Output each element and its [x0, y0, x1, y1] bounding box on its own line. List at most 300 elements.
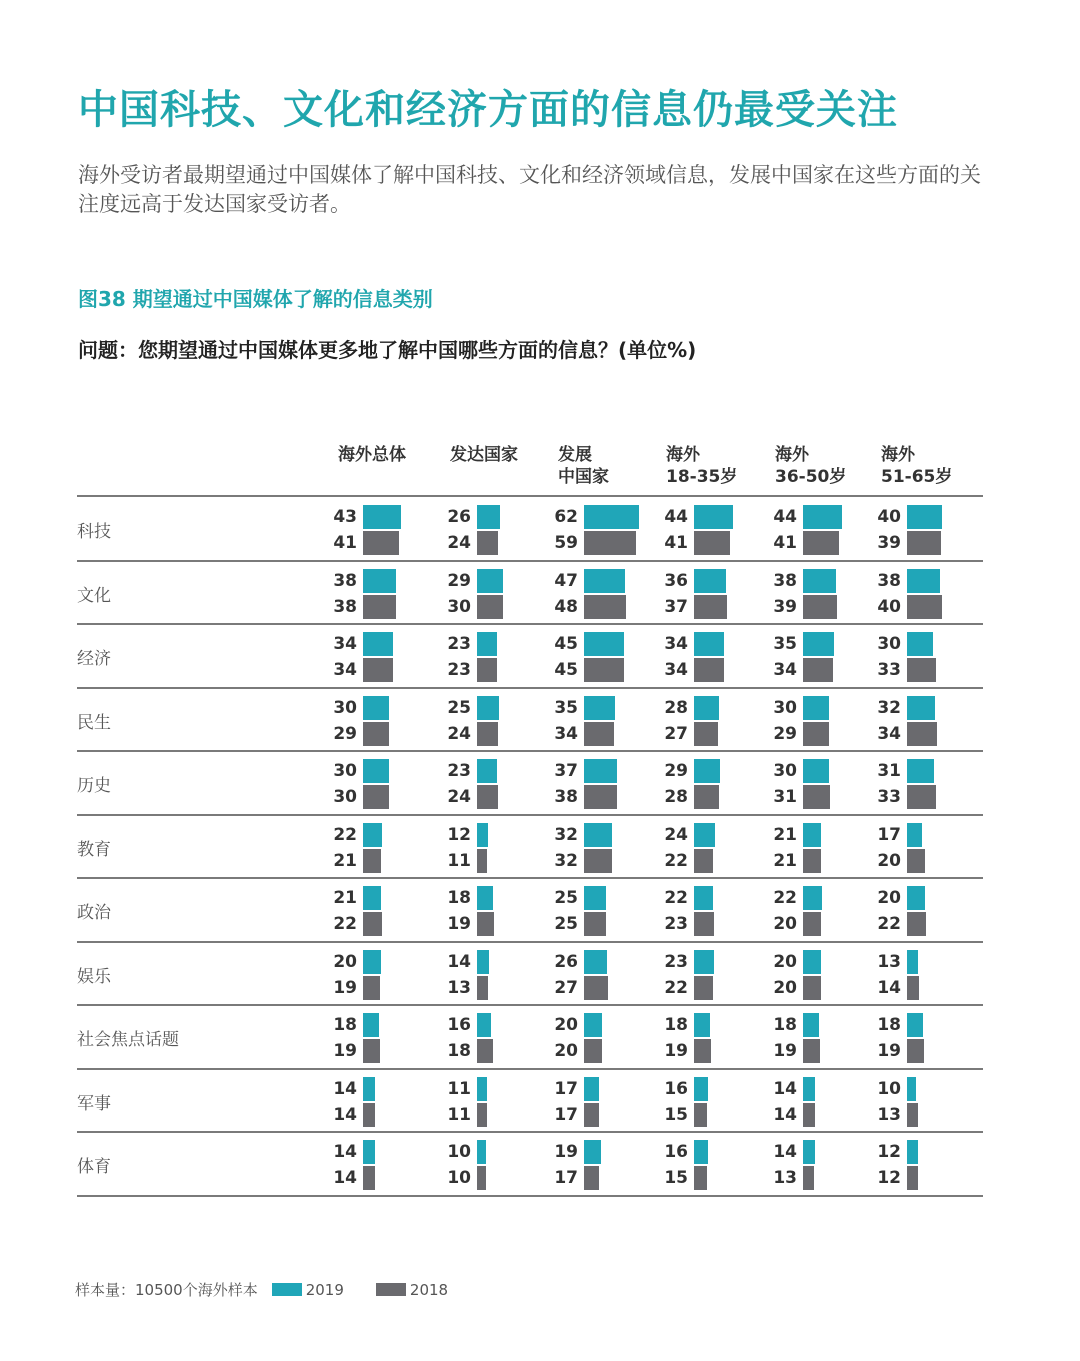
bar-2019 [907, 505, 942, 529]
bar-2019 [907, 696, 935, 720]
bar-2019 [907, 950, 918, 974]
value-label-2019: 25 [554, 888, 578, 908]
value-label-2018: 38 [333, 596, 357, 617]
bar-2018 [907, 912, 926, 936]
bar-2018 [584, 722, 614, 746]
value-label-2018: 25 [554, 914, 578, 934]
value-label-2018: 13 [877, 1104, 901, 1125]
value-label-2018: 23 [664, 914, 688, 934]
bar-2019 [803, 886, 822, 910]
bar-2018 [363, 722, 389, 746]
row-label: 政治 [77, 903, 111, 923]
bar-2018 [363, 976, 380, 1000]
value-label-2018: 41 [333, 533, 357, 553]
table-rule [77, 687, 983, 689]
bar-2018 [694, 785, 719, 809]
legend-label-2019: 2019 [305, 1280, 344, 1299]
value-label-2019: 17 [877, 824, 901, 845]
value-label-2019: 14 [333, 1078, 357, 1099]
bar-2019 [477, 886, 493, 910]
bar-2018 [907, 722, 937, 746]
bar-2019 [907, 569, 940, 593]
bar-2019 [803, 759, 829, 783]
bar-2019 [694, 1013, 710, 1037]
value-label-2018: 22 [664, 850, 688, 871]
value-label-2018: 24 [447, 723, 471, 744]
value-label-2018: 30 [333, 787, 357, 807]
bar-2018 [907, 1103, 918, 1127]
value-label-2019: 23 [664, 951, 688, 972]
bar-2019 [694, 632, 724, 656]
bar-2018 [584, 1166, 599, 1190]
value-label-2018: 39 [773, 596, 797, 617]
bar-2018 [477, 1103, 487, 1127]
value-label-2019: 19 [554, 1142, 578, 1162]
bar-2018 [907, 1166, 918, 1190]
value-label-2018: 18 [447, 1041, 471, 1061]
value-label-2018: 37 [664, 596, 688, 617]
bar-2019 [477, 823, 488, 847]
bar-2018 [907, 976, 919, 1000]
bar-2019 [694, 505, 733, 529]
row-label: 科技 [77, 522, 111, 542]
row-label: 娱乐 [77, 966, 111, 987]
bar-2019 [584, 1140, 601, 1164]
bar-2019 [907, 632, 933, 656]
bar-2018 [694, 595, 727, 619]
bar-2019 [907, 1077, 916, 1101]
value-label-2019: 17 [554, 1078, 578, 1099]
value-label-2019: 34 [664, 634, 688, 654]
bar-2019 [477, 632, 497, 656]
bar-2019 [363, 1013, 379, 1037]
value-label-2019: 23 [447, 761, 471, 781]
legend-swatch-2018 [376, 1283, 406, 1296]
value-label-2019: 10 [447, 1142, 471, 1162]
value-label-2019: 47 [554, 570, 578, 591]
value-label-2018: 28 [664, 787, 688, 807]
value-label-2019: 30 [333, 697, 357, 718]
bar-2019 [803, 823, 821, 847]
value-label-2018: 19 [447, 914, 471, 934]
bar-2018 [477, 849, 487, 873]
value-label-2019: 35 [554, 697, 578, 718]
value-label-2018: 29 [333, 723, 357, 744]
bar-2018 [907, 849, 925, 873]
bar-2018 [803, 722, 829, 746]
bar-2019 [803, 569, 836, 593]
value-label-2018: 34 [664, 660, 688, 680]
value-label-2019: 18 [664, 1015, 688, 1035]
bar-2018 [803, 849, 821, 873]
value-label-2019: 22 [664, 888, 688, 908]
bar-2018 [907, 658, 936, 682]
value-label-2018: 31 [773, 787, 797, 807]
value-label-2018: 29 [773, 723, 797, 744]
value-label-2018: 17 [554, 1104, 578, 1125]
value-label-2019: 62 [554, 507, 578, 527]
row-label: 体育 [77, 1157, 111, 1177]
bar-2019 [694, 759, 720, 783]
bar-2019 [584, 569, 625, 593]
bar-2018 [363, 1039, 380, 1063]
row-label: 军事 [77, 1093, 111, 1114]
value-label-2018: 34 [554, 723, 578, 744]
bar-2018 [694, 976, 713, 1000]
legend-item-2019 [272, 1281, 344, 1299]
bar-2018 [584, 1039, 602, 1063]
row-label: 经济 [77, 649, 111, 669]
bar-2018 [477, 1039, 493, 1063]
bar-2018 [907, 1039, 924, 1063]
value-label-2019: 29 [447, 570, 471, 591]
bar-2019 [363, 950, 381, 974]
bar-2018 [694, 1039, 711, 1063]
figure-title: 图38 期望通过中国媒体了解的信息类别 [78, 287, 433, 311]
bar-2018 [363, 531, 399, 555]
legend-label-2018: 2018 [409, 1280, 449, 1299]
column-header: 发达国家 [450, 445, 518, 465]
column-header: 海外 51-65岁 [881, 445, 953, 487]
bar-2019 [694, 1077, 708, 1101]
bar-2018 [803, 531, 839, 555]
bar-2019 [363, 505, 401, 529]
value-label-2019: 23 [447, 634, 471, 654]
value-label-2019: 11 [447, 1078, 471, 1099]
bar-2018 [584, 976, 608, 1000]
value-label-2018: 15 [664, 1104, 688, 1125]
bar-2018 [477, 595, 503, 619]
value-label-2018: 14 [333, 1168, 357, 1188]
bar-2019 [584, 759, 617, 783]
value-label-2018: 19 [664, 1041, 688, 1061]
bar-2018 [694, 658, 724, 682]
value-label-2018: 41 [773, 533, 797, 553]
column-header: 海外 18-35岁 [666, 445, 738, 487]
value-label-2019: 16 [664, 1142, 688, 1162]
value-label-2018: 19 [333, 977, 357, 998]
value-label-2019: 32 [877, 697, 901, 718]
column-header: 发展 中国家 [558, 445, 609, 487]
intro-text: 海外受访者最期望通过中国媒体了解中国科技、文化和经济领域信息，发展中国家在这些方面的关注度远高于发达国家受访者。 [78, 163, 981, 216]
value-label-2019: 13 [877, 951, 901, 972]
bar-2019 [584, 696, 615, 720]
value-label-2018: 59 [554, 533, 578, 553]
bar-2018 [694, 1103, 707, 1127]
value-label-2019: 35 [773, 634, 797, 654]
bar-2019 [694, 696, 719, 720]
value-label-2019: 34 [333, 634, 357, 654]
value-label-2019: 29 [664, 761, 688, 781]
column-header: 海外总体 [338, 445, 406, 465]
value-label-2019: 38 [877, 570, 901, 591]
value-label-2019: 12 [877, 1142, 901, 1162]
bar-2018 [803, 1166, 814, 1190]
value-label-2019: 43 [333, 507, 357, 527]
bar-2019 [803, 1077, 815, 1101]
value-label-2018: 14 [333, 1104, 357, 1125]
bar-2019 [363, 1077, 375, 1101]
value-label-2018: 41 [664, 533, 688, 553]
bar-2019 [803, 1140, 815, 1164]
sample-size-note: 样本量：10500个海外样本 [75, 1281, 258, 1299]
value-label-2019: 30 [773, 761, 797, 781]
value-label-2019: 44 [664, 507, 688, 527]
bar-2019 [803, 696, 829, 720]
value-label-2018: 38 [554, 787, 578, 807]
value-label-2018: 20 [554, 1041, 578, 1061]
value-label-2019: 20 [877, 888, 901, 908]
value-label-2019: 24 [664, 824, 688, 845]
bar-2018 [694, 531, 730, 555]
bar-2019 [584, 823, 612, 847]
table-rule [77, 1068, 983, 1070]
value-label-2018: 19 [877, 1041, 901, 1061]
row-label: 民生 [77, 712, 111, 733]
bar-2018 [363, 785, 389, 809]
bar-2018 [907, 531, 941, 555]
bar-2019 [694, 1140, 708, 1164]
value-label-2018: 11 [447, 1104, 471, 1125]
value-label-2019: 38 [773, 570, 797, 591]
row-label: 社会焦点话题 [77, 1030, 179, 1050]
bar-2018 [477, 785, 498, 809]
bar-2018 [363, 1166, 375, 1190]
bar-2018 [803, 658, 833, 682]
value-label-2019: 14 [773, 1142, 797, 1162]
value-label-2018: 23 [447, 660, 471, 680]
bar-2019 [803, 632, 834, 656]
value-label-2019: 45 [554, 634, 578, 654]
bar-2019 [907, 1140, 918, 1164]
bar-2019 [477, 569, 503, 593]
value-label-2019: 20 [333, 951, 357, 972]
value-label-2019: 14 [773, 1078, 797, 1099]
value-label-2019: 30 [333, 761, 357, 781]
value-label-2019: 28 [664, 697, 688, 718]
bar-2019 [477, 759, 497, 783]
value-label-2018: 21 [773, 850, 797, 871]
value-label-2018: 27 [664, 723, 688, 744]
value-label-2019: 30 [877, 634, 901, 654]
bar-2018 [477, 531, 498, 555]
bar-2019 [477, 1140, 486, 1164]
bar-2019 [584, 505, 639, 529]
page-title: 中国科技、文化和经济方面的信息仍最受关注 [78, 87, 898, 133]
table-rule [77, 623, 983, 625]
bar-2018 [584, 785, 617, 809]
table-rule [77, 1131, 983, 1133]
bar-2018 [584, 912, 606, 936]
value-label-2018: 24 [447, 533, 471, 553]
row-label: 教育 [77, 839, 111, 860]
bar-2018 [363, 658, 393, 682]
bar-2018 [907, 595, 942, 619]
bar-2018 [477, 976, 488, 1000]
value-label-2018: 24 [447, 787, 471, 807]
value-label-2019: 26 [554, 951, 578, 972]
table-rule [77, 750, 983, 752]
bar-2019 [584, 1077, 599, 1101]
value-label-2019: 10 [877, 1078, 901, 1099]
bar-2019 [363, 632, 393, 656]
bar-2019 [584, 632, 624, 656]
table-rule [77, 1004, 983, 1006]
bar-2018 [477, 722, 498, 746]
column-header: 海外 36-50岁 [775, 445, 847, 487]
value-label-2018: 21 [333, 850, 357, 871]
value-label-2019: 14 [447, 951, 471, 972]
bar-2018 [907, 785, 936, 809]
bar-2018 [803, 1039, 820, 1063]
value-label-2019: 14 [333, 1142, 357, 1162]
value-label-2018: 32 [554, 850, 578, 871]
table-rule [77, 941, 983, 943]
value-label-2018: 11 [447, 850, 471, 871]
bar-2019 [907, 759, 934, 783]
table-rule [77, 877, 983, 879]
chart-footer [75, 1279, 448, 1300]
value-label-2018: 33 [877, 787, 901, 807]
bar-2018 [584, 849, 612, 873]
bar-2019 [363, 569, 396, 593]
bar-2019 [803, 505, 842, 529]
bar-2019 [477, 950, 489, 974]
bar-2018 [363, 912, 382, 936]
value-label-2019: 18 [447, 888, 471, 908]
value-label-2018: 13 [773, 1168, 797, 1188]
value-label-2019: 31 [877, 761, 901, 781]
bar-2018 [363, 849, 381, 873]
value-label-2019: 40 [877, 507, 901, 527]
value-label-2018: 14 [773, 1104, 797, 1125]
value-label-2019: 18 [773, 1015, 797, 1035]
value-label-2018: 27 [554, 977, 578, 998]
value-label-2018: 22 [877, 914, 901, 934]
value-label-2018: 19 [333, 1041, 357, 1061]
value-label-2019: 22 [773, 888, 797, 908]
legend-swatch-2019 [272, 1283, 302, 1296]
bar-2019 [907, 1013, 923, 1037]
value-label-2018: 20 [773, 977, 797, 998]
bar-2019 [803, 1013, 819, 1037]
bar-2018 [694, 912, 714, 936]
bar-2019 [363, 886, 381, 910]
value-label-2018: 13 [447, 977, 471, 998]
bar-2019 [363, 696, 389, 720]
value-label-2019: 44 [773, 507, 797, 527]
bar-2019 [694, 886, 713, 910]
bar-2018 [694, 849, 713, 873]
bar-2019 [363, 1140, 375, 1164]
bar-2019 [694, 950, 714, 974]
value-label-2018: 34 [333, 660, 357, 680]
value-label-2019: 16 [447, 1015, 471, 1035]
bar-2018 [477, 1166, 486, 1190]
value-label-2019: 12 [447, 824, 471, 845]
bar-2019 [584, 950, 607, 974]
value-label-2018: 20 [877, 850, 901, 871]
bar-2018 [584, 531, 636, 555]
bar-2018 [803, 912, 821, 936]
value-label-2019: 16 [664, 1078, 688, 1099]
value-label-2019: 20 [773, 951, 797, 972]
bar-2018 [477, 912, 494, 936]
bar-2019 [477, 1013, 491, 1037]
value-label-2019: 25 [447, 697, 471, 718]
bar-2019 [803, 950, 821, 974]
bar-2019 [907, 823, 922, 847]
value-label-2018: 45 [554, 660, 578, 680]
bar-2019 [477, 696, 499, 720]
bar-2019 [584, 886, 606, 910]
value-label-2019: 18 [877, 1015, 901, 1035]
value-label-2019: 18 [333, 1015, 357, 1035]
table-rule [77, 814, 983, 816]
bar-2019 [584, 1013, 602, 1037]
value-label-2018: 33 [877, 660, 901, 680]
value-label-2018: 40 [877, 596, 901, 617]
bar-2018 [803, 1103, 815, 1127]
value-label-2018: 39 [877, 533, 901, 553]
value-label-2018: 19 [773, 1041, 797, 1061]
table-rule [77, 1195, 983, 1197]
value-label-2018: 34 [877, 723, 901, 744]
value-label-2019: 30 [773, 697, 797, 718]
value-label-2019: 38 [333, 570, 357, 591]
bar-2019 [363, 823, 382, 847]
bar-2019 [477, 1077, 487, 1101]
bar-2018 [584, 595, 626, 619]
bar-2019 [363, 759, 389, 783]
bar-2018 [803, 595, 837, 619]
bar-2018 [584, 658, 624, 682]
value-label-2018: 14 [877, 977, 901, 998]
value-label-2018: 20 [773, 914, 797, 934]
row-label: 历史 [77, 776, 111, 796]
bar-2018 [694, 722, 718, 746]
bar-2019 [907, 886, 925, 910]
bar-2018 [363, 1103, 375, 1127]
bar-2019 [477, 505, 500, 529]
bar-2018 [477, 658, 497, 682]
value-label-2019: 20 [554, 1015, 578, 1035]
value-label-2019: 36 [664, 570, 688, 591]
bar-2018 [803, 976, 821, 1000]
bar-2018 [803, 785, 830, 809]
value-label-2018: 15 [664, 1168, 688, 1188]
value-label-2019: 37 [554, 761, 578, 781]
value-label-2019: 32 [554, 824, 578, 845]
bar-2018 [694, 1166, 707, 1190]
bar-2018 [363, 595, 396, 619]
bar-2019 [694, 823, 715, 847]
value-label-2018: 48 [554, 596, 578, 617]
bar-2019 [694, 569, 726, 593]
value-label-2018: 10 [447, 1168, 471, 1188]
table-rule [77, 495, 983, 497]
value-label-2019: 26 [447, 507, 471, 527]
value-label-2019: 21 [333, 888, 357, 908]
value-label-2018: 12 [877, 1168, 901, 1188]
value-label-2018: 30 [447, 596, 471, 617]
value-label-2019: 21 [773, 824, 797, 845]
legend-item-2018 [376, 1281, 448, 1299]
value-label-2018: 17 [554, 1168, 578, 1188]
value-label-2019: 22 [333, 824, 357, 845]
value-label-2018: 34 [773, 660, 797, 680]
value-label-2018: 22 [333, 914, 357, 934]
